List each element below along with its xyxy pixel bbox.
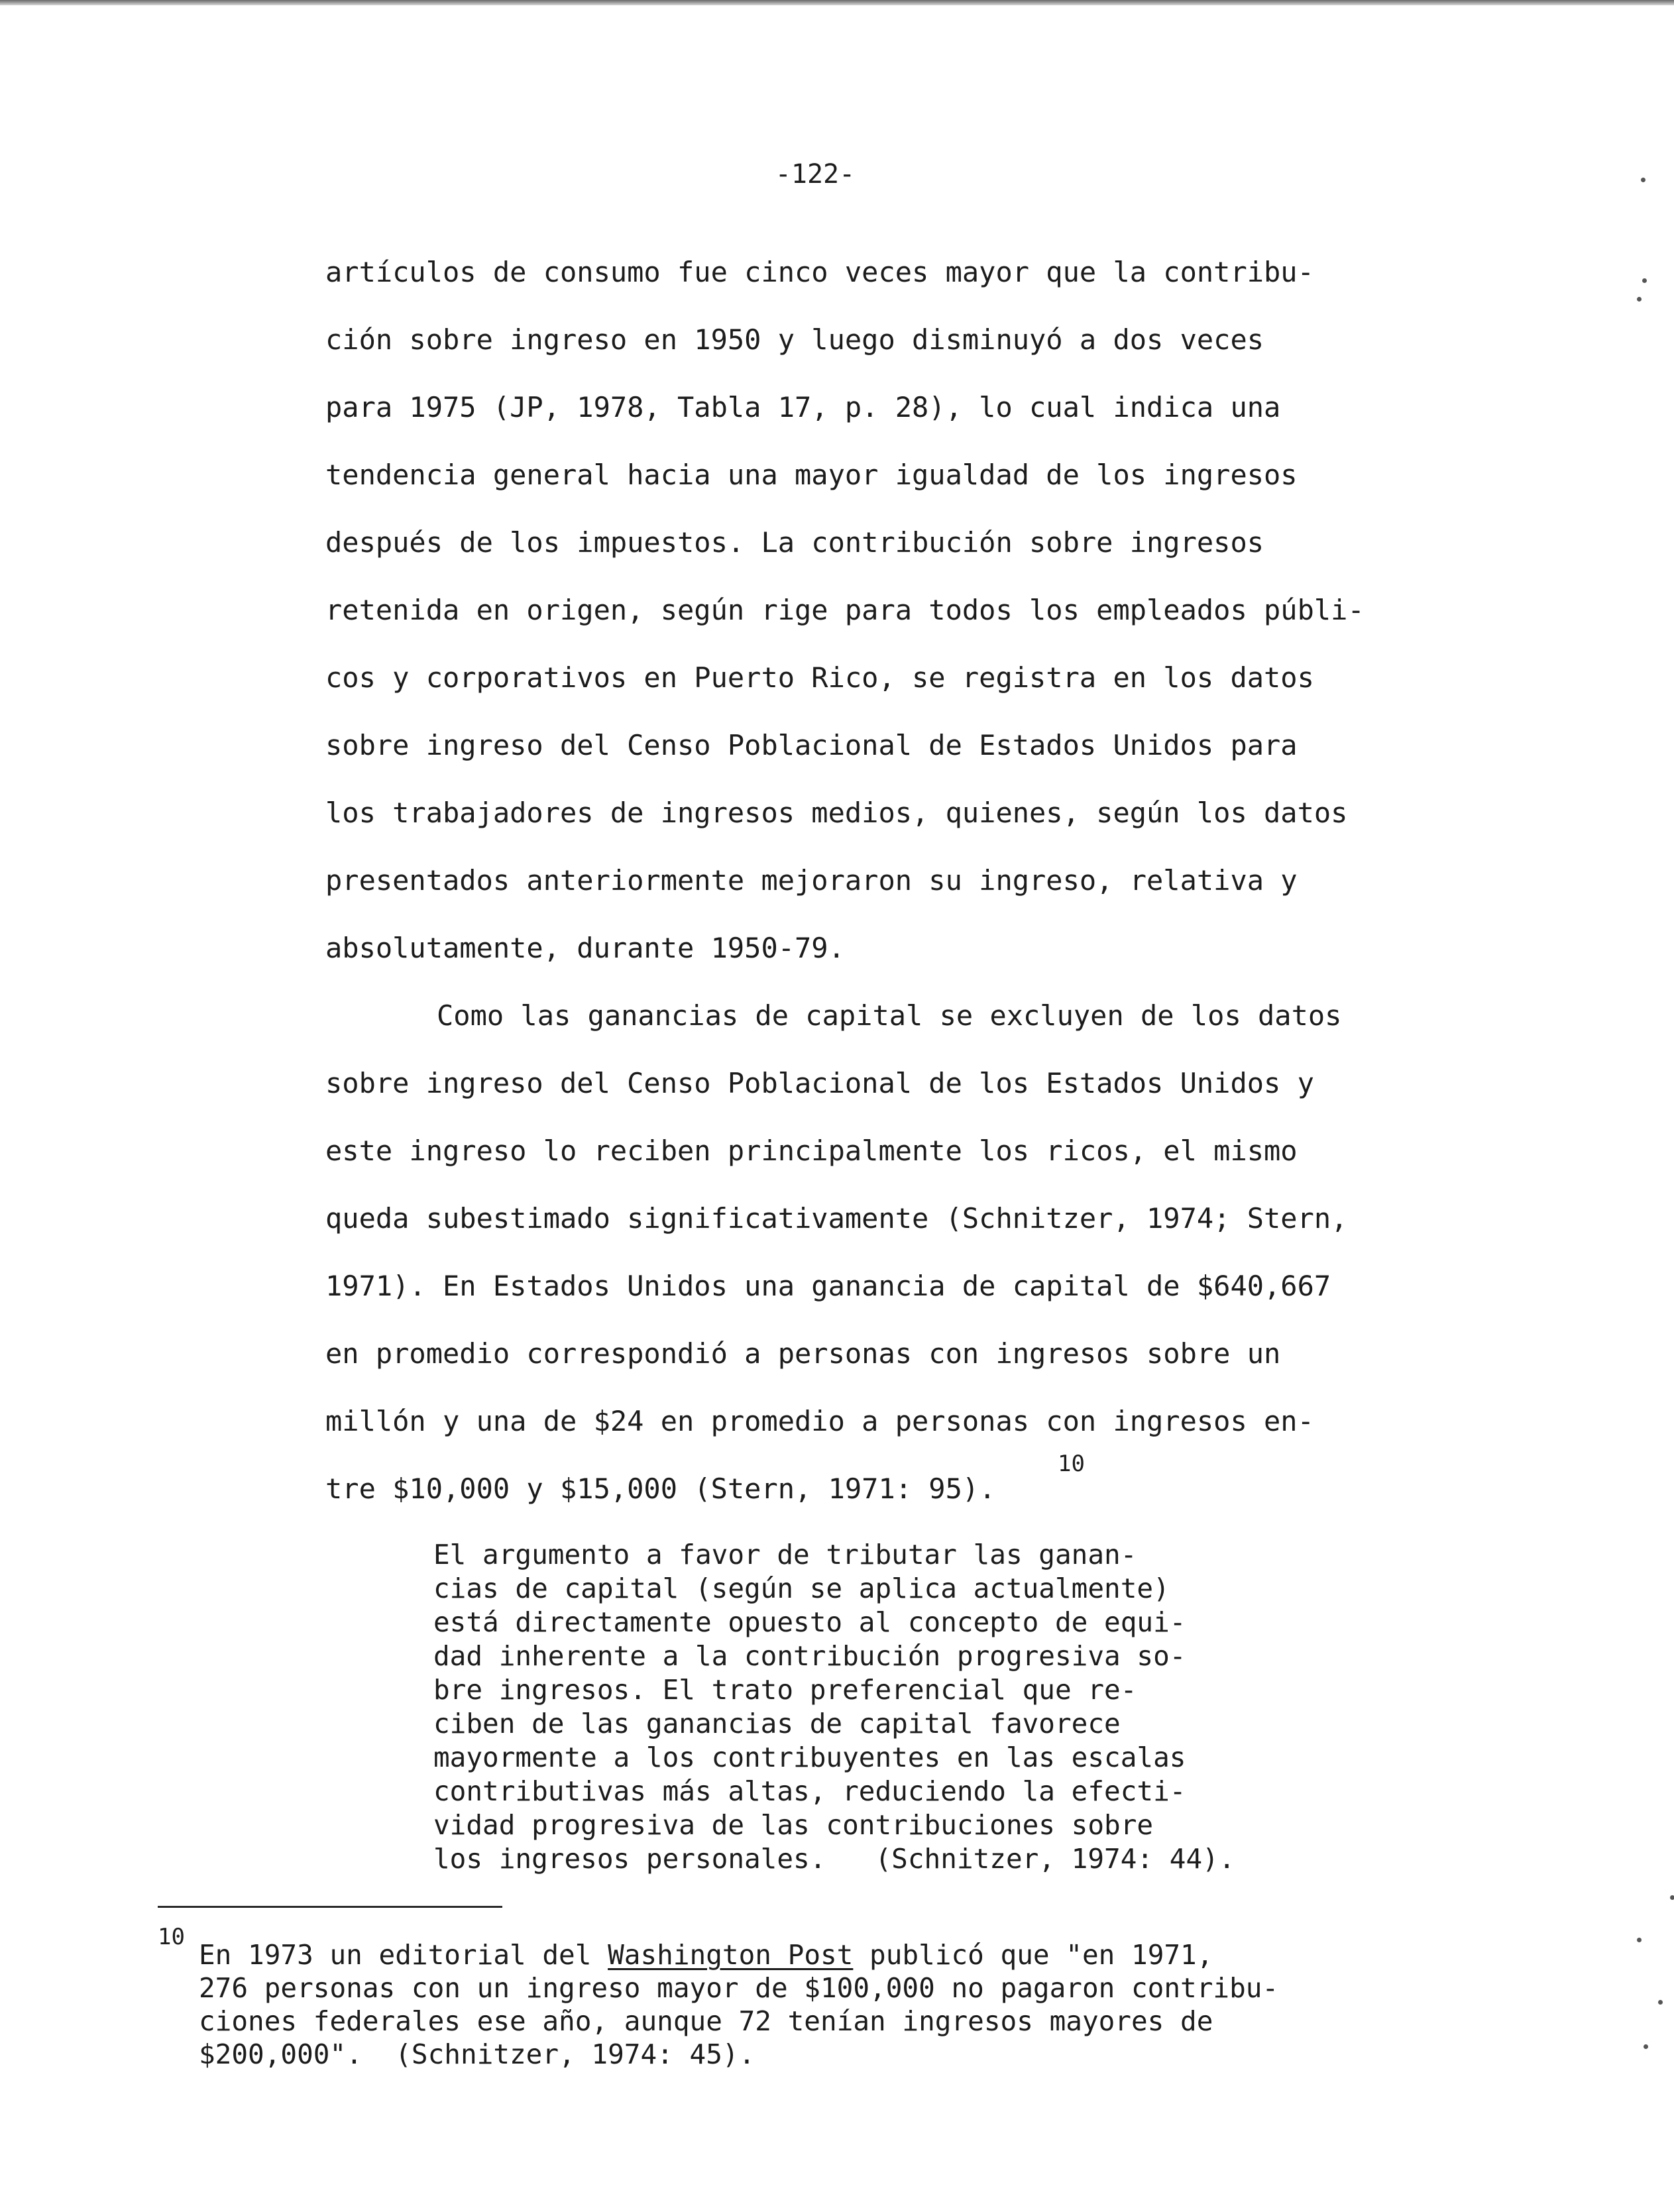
footnote-line-4: $200,000". (Schnitzer, 1974: 45). — [199, 2038, 755, 2070]
body-line-13: sobre ingreso del Censo Poblacional de los Estados Unidos y — [325, 1067, 1314, 1099]
page-number: -122- — [775, 159, 856, 190]
quote-line-3: está directamente opuesto al concepto de equi- — [433, 1606, 1186, 1638]
body-line-11: absolutamente, durante 1950-79. — [325, 932, 845, 964]
footnote-line-2: 276 personas con un ingreso mayor de $100,000 no pagaron contribu- — [199, 1972, 1279, 2004]
body-line-19: tre $10,000 y $15,000 (Stern, 1971: 95). — [325, 1472, 996, 1505]
body-line-8: sobre ingreso del Censo Poblacional de Estados Unidos para — [325, 729, 1298, 761]
body-line-12: Como las ganancias de capital se excluyen de los datos — [437, 999, 1342, 1032]
footnote-text-post: publicó que "en 1971, — [853, 1939, 1213, 1971]
quote-line-9: vidad progresiva de las contribuciones sobre — [433, 1809, 1154, 1841]
footnote-line-3: ciones federales ese año, aunque 72 tenían ingresos mayores de — [199, 2005, 1213, 2037]
footnote-marker: 10 — [158, 1924, 185, 1950]
footnote-line-1 — [199, 1939, 1213, 1971]
body-line-10: presentados anteriormente mejoraron su ingreso, relativa y — [325, 864, 1298, 897]
body-line-15: queda subestimado significativamente (Schnitzer, 1974; Stern, — [325, 1202, 1348, 1235]
footnote-reference: 10 — [1058, 1451, 1085, 1477]
quote-line-6: ciben de las ganancias de capital favorece — [433, 1708, 1121, 1740]
body-line-4: tendencia general hacia una mayor igualdad de los ingresos — [325, 459, 1298, 491]
body-line-5: después de los impuestos. La contribución sobre ingresos — [325, 526, 1264, 559]
quote-line-4: dad inherente a la contribución progresiva so- — [433, 1640, 1186, 1672]
quote-line-10: los ingresos personales. (Schnitzer, 1974: 44). — [433, 1843, 1235, 1875]
body-line-7: cos y corporativos en Puerto Rico, se registra en los datos — [325, 661, 1314, 694]
body-line-9: los trabajadores de ingresos medios, quienes, según los datos — [325, 797, 1348, 829]
footnote-separator — [158, 1906, 502, 1908]
quote-line-5: bre ingresos. El trato preferencial que re- — [433, 1674, 1137, 1706]
quote-line-7: mayormente a los contribuyentes en las escalas — [433, 1742, 1186, 1773]
newspaper-title: Washington Post — [608, 1939, 854, 1971]
body-line-3: para 1975 (JP, 1978, Tabla 17, p. 28), lo cual indica una — [325, 391, 1281, 423]
body-line-17: en promedio correspondió a personas con ingresos sobre un — [325, 1337, 1281, 1370]
body-line-18: millón y una de $24 en promedio a personas con ingresos en- — [325, 1405, 1314, 1437]
body-line-1: artículos de consumo fue cinco veces mayor que la contribu- — [325, 256, 1314, 288]
page-top-edge — [0, 0, 1674, 5]
body-line-6: retenida en origen, según rige para todos los empleados públi- — [325, 594, 1365, 626]
body-line-14: este ingreso lo reciben principalmente los ricos, el mismo — [325, 1134, 1298, 1167]
body-line-16: 1971). En Estados Unidos una ganancia de capital de $640,667 — [325, 1270, 1331, 1302]
quote-line-2: cias de capital (según se aplica actualmente) — [433, 1573, 1170, 1604]
quote-line-1: El argumento a favor de tributar las ganan- — [433, 1539, 1137, 1571]
quote-line-8: contributivas más altas, reduciendo la efecti- — [433, 1775, 1186, 1807]
body-line-2: ción sobre ingreso en 1950 y luego disminuyó a dos veces — [325, 323, 1264, 356]
footnote-text-pre: En 1973 un editorial del — [199, 1939, 608, 1971]
